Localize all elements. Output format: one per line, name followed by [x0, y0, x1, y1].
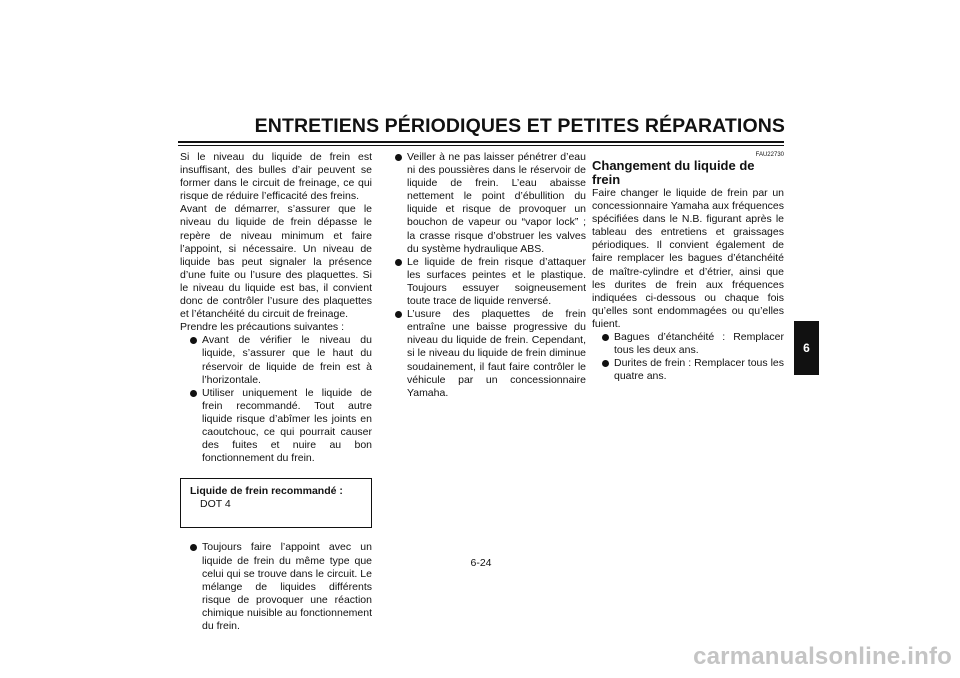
watermark: carmanualsonline.info — [693, 643, 952, 670]
list-item: Avant de vérifier le niveau du liquide, s’assurer que le haut du réservoir de liquide de frein est à l’horizontale. — [189, 334, 372, 386]
paragraph-insufficient-level: Si le niveau du liquide de frein est insuffisant, des bulles d’air peuvent se former dans le circuit de freinage, ce qui risque de réduire l’efficacité des freins. — [180, 151, 372, 203]
column-2 — [394, 151, 586, 400]
list-item: Durites de frein : Remplacer tous les quatre ans. — [601, 357, 784, 383]
column-1 — [180, 151, 372, 633]
page-number: 6-24 — [470, 557, 492, 569]
page-title: ENTRETIENS PÉRIODIQUES ET PETITES RÉPARATIONS — [254, 115, 785, 137]
list-item: Toujours faire l’appoint avec un liquide de frein du même type que celui qui se trouve dans le circuit. Le mélange de liquides différents risque de provoquer une réaction chimique nuisible au fonctionnement du frein. — [189, 541, 372, 633]
paragraph-before-starting: Avant de démarrer, s’assurer que le niveau du liquide de frein dépasse le repère de niveau minimum et faire l’appoint, si nécessaire. Un niveau de liquide bas peut signaler la présence d’une fuite ou l’usure des plaquettes. Si le niveau du liquide est bas, il convient donc de contrôler l’usure des plaquettes et l’étanchéité du circuit de freinage. — [180, 203, 372, 321]
list-item: L’usure des plaquettes de frein entraîne une baisse progressive du niveau du liquide de frein. Cependant, si le niveau du liquide de frein diminue soudainement, il faut faire contrôler le véhicule par un concessionnaire Yamaha. — [394, 308, 586, 400]
replacement-list — [592, 331, 784, 383]
list-item: Veiller à ne pas laisser pénétrer d’eau ni des poussières dans le réservoir de liquide de frein. L’eau abaisse nettement le point d’ébullition du liquide et risque de provoquer un bouchon de vapeur ou “vapor lock” ; la crasse risque d’obstruer les valves du système hydraulique ABS. — [394, 151, 586, 256]
spec-value: DOT 4 — [200, 498, 231, 511]
list-item: Bagues d’étanchéité : Remplacer tous les deux ans. — [601, 331, 784, 357]
recommended-fluid-box — [180, 478, 372, 528]
header-rule — [178, 141, 784, 146]
section-code: FAU22730 — [755, 152, 784, 158]
precautions-list-2 — [394, 151, 586, 400]
column-3 — [592, 151, 784, 383]
chapter-tab: 6 — [794, 321, 819, 375]
precautions-list — [180, 334, 372, 465]
precautions-list-continued — [180, 541, 372, 633]
list-item: Utiliser uniquement le liquide de frein recommandé. Tout autre liquide risque d’abîmer les joints en caoutchouc, ce qui pourrait causer des fuites et nuire au bon fonctionnement du frein. — [189, 387, 372, 466]
section-title: Changement du liquide de frein — [592, 158, 755, 187]
list-item: Le liquide de frein risque d’attaquer les surfaces peintes et le plastique. Toujours essuyer soigneusement toute trace de liquide renversé. — [394, 256, 586, 308]
spec-label: Liquide de frein recommandé : — [190, 485, 343, 498]
precautions-intro: Prendre les précautions suivantes : — [180, 321, 345, 334]
paragraph-brake-fluid-change: Faire changer le liquide de frein par un concessionnaire Yamaha aux fréquences spécifiées dans le N.B. figurant après le tableau des entretiens et graissages périodiques. Il convient également de faire remplacer les bagues d’étanchéité de maître-cylindre et d’étrier, ainsi que les durites de frein aux fréquences indiquées ci-dessous ou chaque fois qu’elles sont endommagées ou qu’elles fuient. — [592, 187, 784, 330]
